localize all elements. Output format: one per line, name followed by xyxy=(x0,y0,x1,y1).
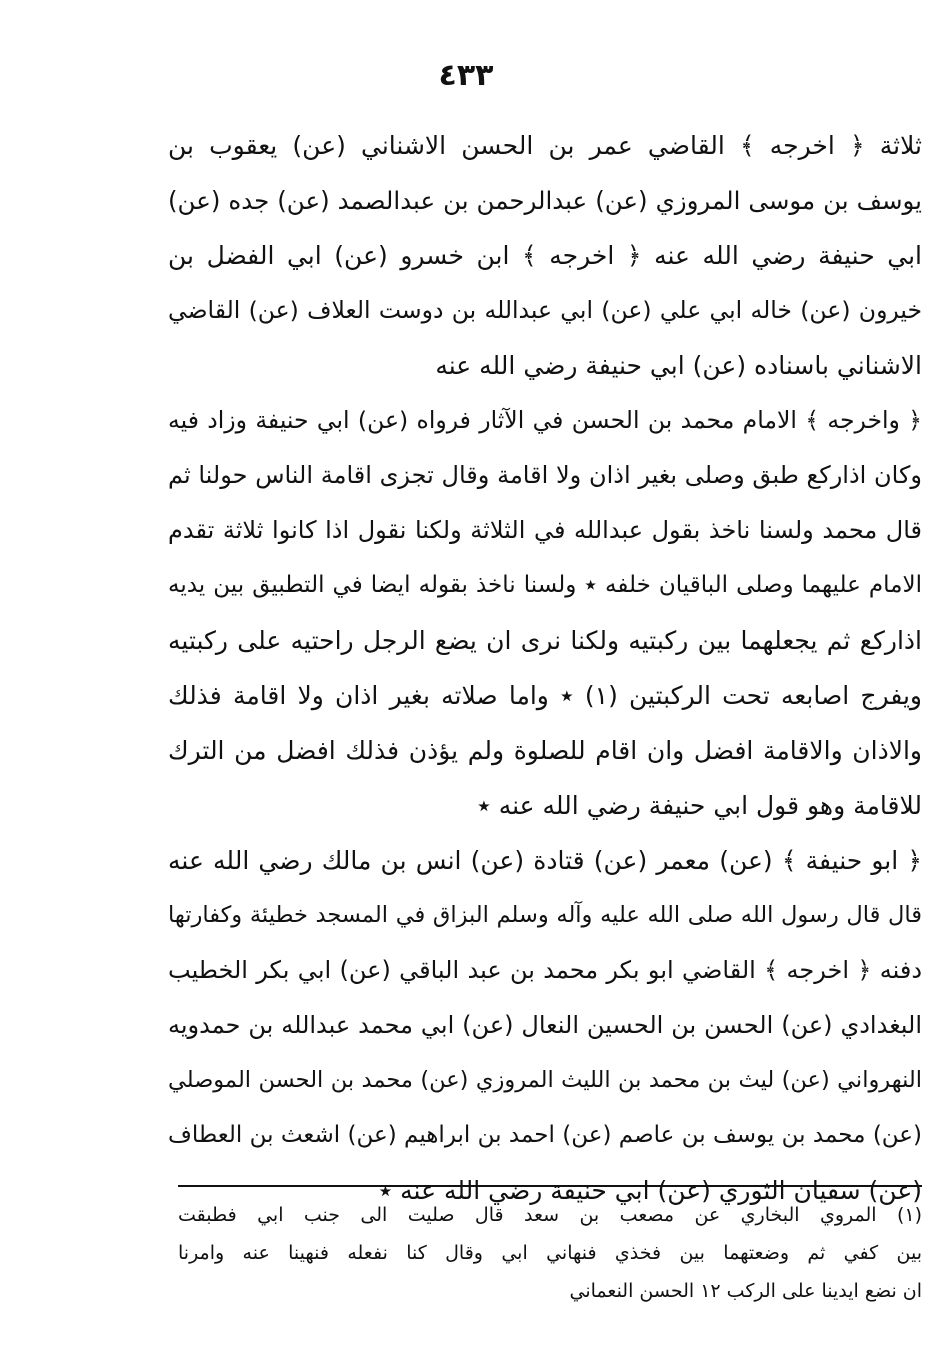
text-line: ثلاثة ﴿ اخرجه ﴾ القاضي عمر بن الحسن الاشناني (عن) يعقوب بن xyxy=(168,131,922,160)
text-line: ﴿ واخرجه ﴾ الامام محمد بن الحسن في الآثار فرواه (عن) ابي حنيفة وزاد فيه xyxy=(168,406,922,434)
footnote-line: بين كفي ثم وضعتهما بين فخذي فنهاني ابي وقال كنا نفعله فنهينا عنه وامرنا xyxy=(178,1242,922,1264)
text-line: (عن) سفيان الثوري (عن) ابي حنيفة رضي الله عنه ٭ xyxy=(378,1176,922,1205)
footnote-divider xyxy=(178,1185,922,1187)
page-number: ٤٣٣ xyxy=(438,58,494,93)
footnotes xyxy=(178,1196,922,1310)
text-line: وكان اذاركع طبق وصلى بغير اذان ولا اقامة وقال تجزى اقامة الناس حولنا ثم xyxy=(168,461,922,489)
text-line: والاذان والاقامة افضل وان اقام للصلوة ولم يؤذن فذلك افضل من الترك xyxy=(168,736,922,765)
main-text xyxy=(168,118,922,1218)
footnote-line: ان نضع ايدينا على الركب ١٢ الحسن النعماني xyxy=(569,1280,922,1302)
text-line: الامام عليهما وصلى الباقيان خلفه ٭ ولسنا ناخذ بقوله ايضا في التطبيق بين يديه xyxy=(168,572,922,598)
text-line: دفنه ﴿ اخرجه ﴾ القاضي ابو بكر محمد بن عبد الباقي (عن) ابي بكر الخطيب xyxy=(168,956,922,984)
text-line: قال قال رسول الله صلى الله عليه وآله وسلم البزاق في المسجد خطيئة وكفارتها xyxy=(168,902,922,928)
text-line: النهرواني (عن) ليث بن محمد بن الليث المروزي (عن) محمد بن الحسن الموصلي xyxy=(168,1067,922,1093)
text-line: الاشناني باسناده (عن) ابي حنيفة رضي الله عنه xyxy=(435,351,922,380)
text-line: البغدادي (عن) الحسن بن الحسين النعال (عن) ابي محمد عبدالله بن حمدويه xyxy=(168,1011,922,1039)
text-line: (عن) محمد بن يوسف بن عاصم (عن) احمد بن ابراهيم (عن) اشعث بن العطاف xyxy=(168,1122,922,1148)
text-line: ابي حنيفة رضي الله عنه ﴿ اخرجه ﴾ ابن خسرو (عن) ابي الفضل بن xyxy=(168,241,922,270)
text-line: ﴿ ابو حنيفة ﴾ (عن) معمر (عن) قتادة (عن) انس بن مالك رضي الله عنه xyxy=(168,846,922,875)
text-line: قال محمد ولسنا ناخذ بقول عبدالله في الثلاثة ولكنا نقول اذا كانوا ثلاثة تقدم xyxy=(168,516,922,544)
text-line: للاقامة وهو قول ابي حنيفة رضي الله عنه ٭ xyxy=(477,791,922,820)
text-line: يوسف بن موسى المروزي (عن) عبدالرحمن بن عبدالصمد (عن) جده (عن) xyxy=(168,186,922,215)
text-line: اذاركع ثم يجعلهما بين ركبتيه ولكنا نرى ان يضع الرجل راحتيه على ركبتيه xyxy=(168,626,922,655)
text-line: خيرون (عن) خاله ابي علي (عن) ابي عبدالله بن دوست العلاف (عن) القاضي xyxy=(168,296,922,324)
text-line: ويفرج اصابعه تحت الركبتين (١) ٭ واما صلاته بغير اذان ولا اقامة فذلك xyxy=(168,681,922,710)
footnote-line: (١) المروي البخاري عن مصعب بن سعد قال صليت الى جنب ابي فطبقت xyxy=(178,1204,922,1226)
